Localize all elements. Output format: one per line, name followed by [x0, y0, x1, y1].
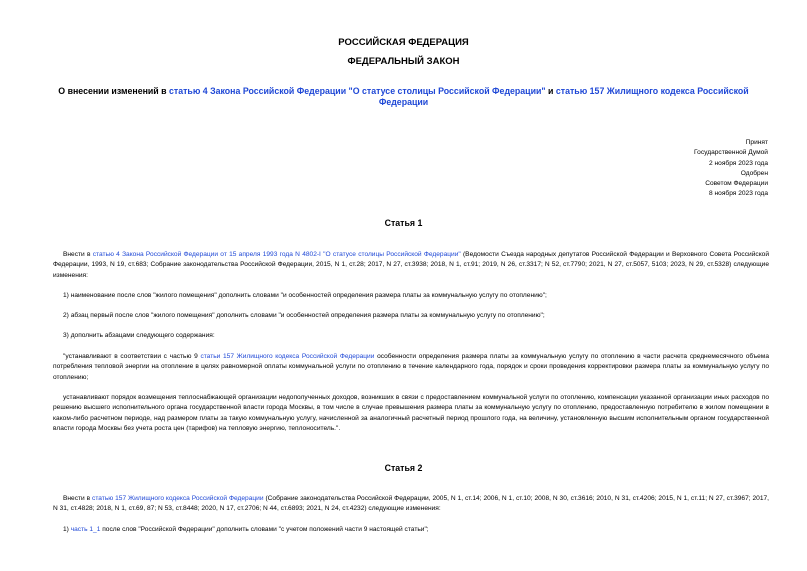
article-2-heading: Статья 2 — [384, 463, 423, 473]
quote-1-link-article-157[interactable]: статьи 157 Жилищного кодекса Российской Федерации — [200, 353, 375, 360]
article-1-item-2: 2) абзац первый после слов "жилого помещения" дополнить словами "и особенностей определения размера платы за коммунальную услугу по отоплению"; — [63, 312, 545, 319]
title-link-article-157[interactable]: статью 157 Жилищного кодекса Российской Федерации — [378, 86, 749, 107]
approved-date: 8 ноября 2023 года — [709, 190, 768, 198]
article-2-item-1-prefix: 1) — [63, 526, 71, 533]
article-1-intro-rest: (Ведомости Съезда народных депутатов Российской Федерации и Верховного Совета Российской Федерации, 1993, N 19, ст.683; Собрание законодательства Российской Федерации, 2015, N 1, ст.28; 2017, N 27, ст.3938; 2018, N 1, ст.91; 2019, N 26, ст.3317; N 52, ст.7790; 2021, N 27, ст.5057, 5103; 2023, N 29, ст.5328) следующие изменения: — [53, 251, 769, 279]
article-1-item-1: 1) наименование после слов "жилого помещения" дополнить словами "и особенностей определения размера платы за коммунальную услугу по отоплению"; — [63, 292, 547, 299]
article-1-quote-1 — [53, 352, 769, 383]
approved-label: Одобрен — [740, 169, 768, 177]
article-2-intro-rest: (Собрание законодательства Российской Федерации, 2005, N 1, ст.14; 2006, N 1, ст.10; 2008, N 30, ст.3616; 2010, N 31, ст.4206; 2015, N 1, ст.11; N 27, ст.3967; 2017, N 31, ст.4828; 2018, N 1, ст.69, 87; N 53, ст.8448; 2020, N 17, ст.2706; N 44, ст.6893; 2021, N 24, ст.4232) следующие изменения: — [53, 495, 770, 513]
adoption-block — [694, 138, 768, 200]
country-heading: РОССИЙСКАЯ ФЕДЕРАЦИЯ — [338, 37, 469, 48]
title-middle: и — [545, 86, 556, 96]
article-1-heading: Статья 1 — [384, 218, 423, 228]
article-1-intro-prefix: Внести в — [63, 251, 93, 258]
article-1-quote-2: устанавливают порядок возмещения теплоснабжающей организации недополученных доходов, возникших в связи с предоставлением коммунальной услуги по отоплению, компенсации указанной организации иных расходов по решению высшего исполнительного органа государственной власти города Москвы, в том числе в случае превышения размера платы за коммунальную услугу по отоплению, предоставленную потребителю в жилом помещении в каком-либо расчетном периоде, над размером платы за такую коммунальную услугу, начисленной за аналогичный расчетный период прошлого года, на величину, установленную высшим исполнительным органом государственной власти города Москвы без учета роста цен (тарифов) на тепловую энергию, теплоноситель.". — [53, 394, 769, 432]
article-2-item-1 — [53, 525, 769, 535]
article-1-item-3: 3) дополнить абзацами следующего содержания: — [63, 332, 215, 339]
title-link-article-4[interactable]: статью 4 Закона Российской Федерации "О статусе столицы Российской Федерации" — [169, 86, 546, 96]
adopted-date: 2 ноября 2023 года — [709, 159, 768, 167]
article-2-intro — [53, 494, 769, 515]
article-2-item-1-rest: после слов "Российской Федерации" дополнить словами "с учетом положений части 9 настоящей статьи"; — [100, 526, 429, 533]
article-1-intro — [53, 250, 769, 281]
article-2-link-part-1-1[interactable]: часть 1_1 — [70, 526, 101, 533]
adopted-by-duma: Государственной Думой — [694, 149, 768, 157]
law-title — [48, 86, 759, 108]
quote-1-prefix: "устанавливают в соответствии с частью 9 — [63, 353, 201, 360]
doc-type-heading: ФЕДЕРАЛЬНЫЙ ЗАКОН — [347, 56, 460, 67]
article-1-link-law[interactable]: статью 4 Закона Российской Федерации от 15 апреля 1993 года N 4802-I — [92, 251, 321, 258]
article-2-link-housing-code[interactable]: статью 157 Жилищного кодекса Российской Федерации — [92, 495, 264, 502]
approved-by-council: Советом Федерации — [705, 180, 768, 188]
quote-1-rest: особенности определения размера платы за коммунальную услугу по отоплению в части расчета среднемесячного объема потребления тепловой энергии на отопление в целях равномерной оплаты коммунальной услуги по отоплению в течение календарного года, порядок и сроки проведения корректировки размера платы за коммунальную услугу по отоплению; — [53, 353, 769, 381]
article-2-intro-prefix: Внести в — [63, 495, 93, 502]
article-1-link-capital-status[interactable]: "О статусе столицы Российской Федерации" — [323, 251, 461, 258]
adopted-label: Принят — [745, 139, 768, 146]
title-prefix: О внесении изменений в — [58, 86, 170, 96]
